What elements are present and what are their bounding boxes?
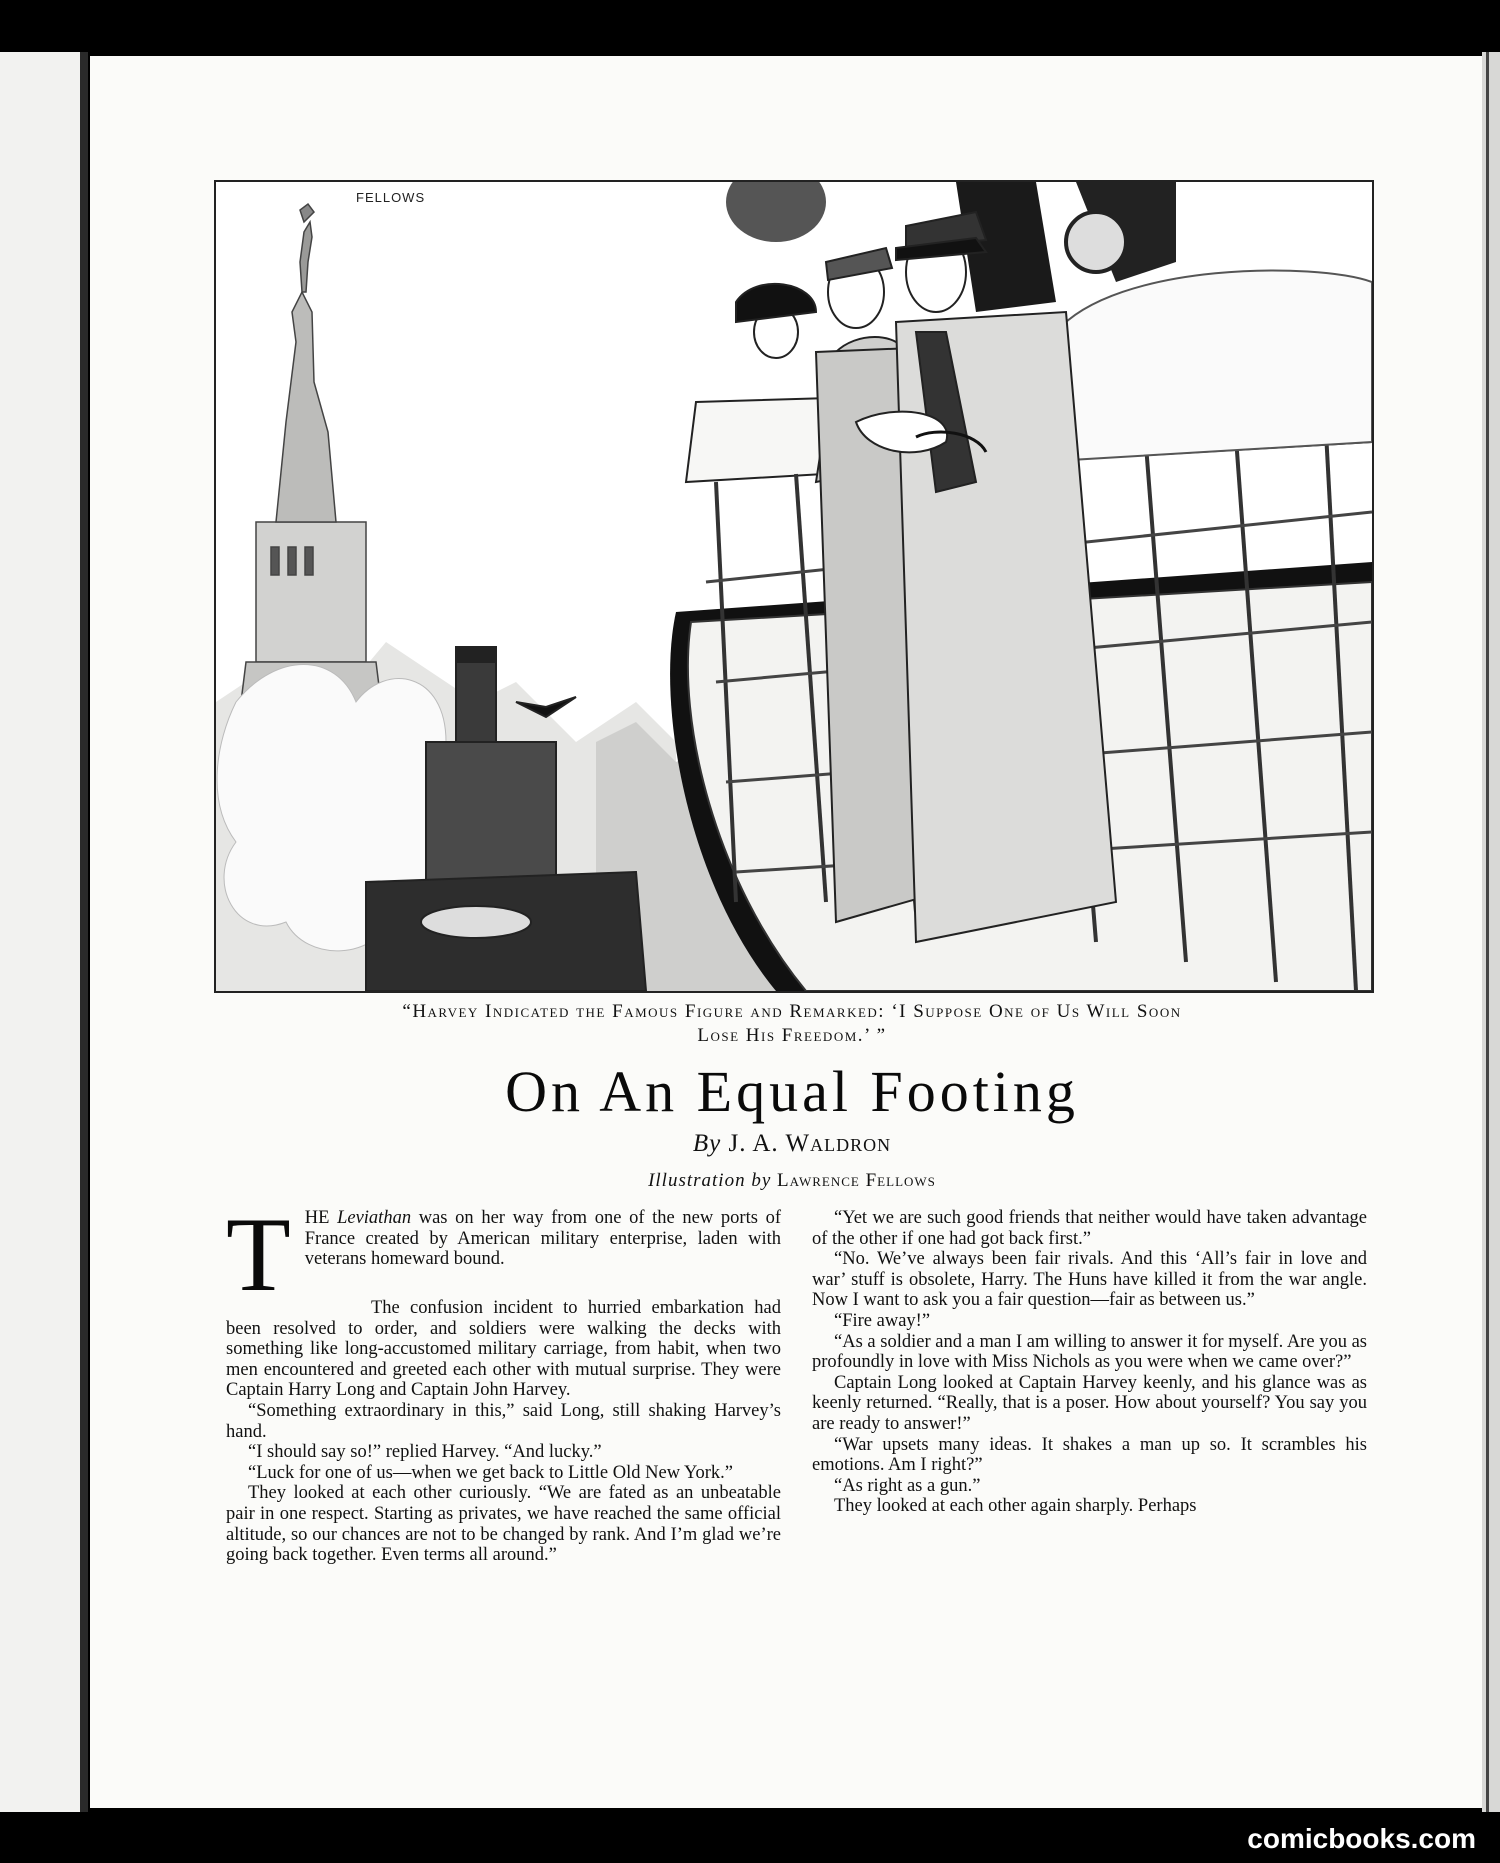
right-edge-line bbox=[1486, 52, 1489, 1812]
ship-deck-drawing bbox=[216, 182, 1372, 991]
site-watermark: comicbooks.com bbox=[1247, 1823, 1476, 1854]
paragraph: “As right as a gun.” bbox=[834, 1475, 981, 1496]
article-column-left bbox=[226, 1196, 781, 1566]
paragraph: They looked at each other curiously. “We are fated as an unbeatable pair in one respect. Starting as privates, we have reached the same official altitude, so our chances are not to be changed by rank. And I’m glad we’re going back together. Even terms all around.” bbox=[226, 1483, 781, 1566]
paragraph: “War upsets many ideas. It shakes a man up so. It scrambles his emotions. Am I right?” bbox=[812, 1434, 1367, 1476]
paragraph: “Fire away!” bbox=[834, 1310, 931, 1331]
illustrator-name: Lawrence Fellows bbox=[777, 1170, 936, 1191]
drop-cap: T bbox=[226, 1196, 291, 1313]
paragraph: “Yet we are such good friends that neither would have taken advantage of the other if one had got back first.” bbox=[812, 1208, 1367, 1249]
right-page-edge bbox=[1482, 52, 1500, 1812]
artist-signature: FELLOWS bbox=[356, 190, 426, 205]
ship-name: Leviathan bbox=[337, 1208, 412, 1228]
article-column-right bbox=[812, 1208, 1367, 1517]
story-illustration bbox=[214, 180, 1374, 993]
caption-line-1: “Harvey Indicated the Famous Figure and Remarked: ‘I Suppose One of Us Will Soon bbox=[402, 1001, 1182, 1022]
illustration-caption bbox=[214, 1000, 1370, 1048]
paragraph: Captain Long looked at Captain Harvey keenly, and his glance was as keenly returned. “Really, that is a poser. How about yourself? You say you are ready to answer!” bbox=[812, 1372, 1367, 1434]
binding-shadow bbox=[80, 52, 88, 1812]
paragraph: The confusion incident to hurried embarkation had been resolved to order, and soldiers were walking the decks with something like long-accustomed military carriage, from habit, when two men encountered and greeted each other with mutual surprise. They were Captain Harry Long and Captain John Harvey. bbox=[226, 1298, 781, 1401]
paragraph: HE Leviathan was on her way from one of the new ports of France created by American military enterprise, laden with veterans homeward bound. bbox=[304, 1208, 781, 1270]
story-title: On An Equal Footing bbox=[505, 1059, 1079, 1124]
left-page-edge bbox=[0, 52, 88, 1812]
author-name: J. A. Waldron bbox=[728, 1130, 892, 1157]
paragraph: “No. We’ve always been fair rivals. And this ‘All’s fair in love and war’ stuff is obsolete, Harry. The Huns have killed it from the war angle. Now I want to ask you a fair question—fair as between us.” bbox=[812, 1249, 1367, 1311]
paragraph: “Luck for one of us—when we get back to Little Old New York.” bbox=[248, 1462, 733, 1483]
paragraph: “Something extraordinary in this,” said Long, still shaking Harvey’s hand. bbox=[226, 1400, 781, 1442]
author-byline bbox=[214, 1130, 1370, 1158]
illustration-credit bbox=[214, 1170, 1370, 1192]
paragraph: They looked at each other again sharply. Perhaps bbox=[834, 1496, 1197, 1517]
caption-line-2: Lose His Freedom.’ ” bbox=[697, 1025, 887, 1046]
paragraph: “I should say so!” replied Harvey. “And lucky.” bbox=[248, 1442, 602, 1463]
illustration-credit-prefix: Illustration by bbox=[648, 1170, 772, 1191]
byline-prefix: By bbox=[692, 1130, 722, 1157]
paragraph: “As a soldier and a man I am willing to answer it for myself. Are you as profoundly in love with Miss Nichols as you were when we came over?” bbox=[812, 1331, 1367, 1373]
